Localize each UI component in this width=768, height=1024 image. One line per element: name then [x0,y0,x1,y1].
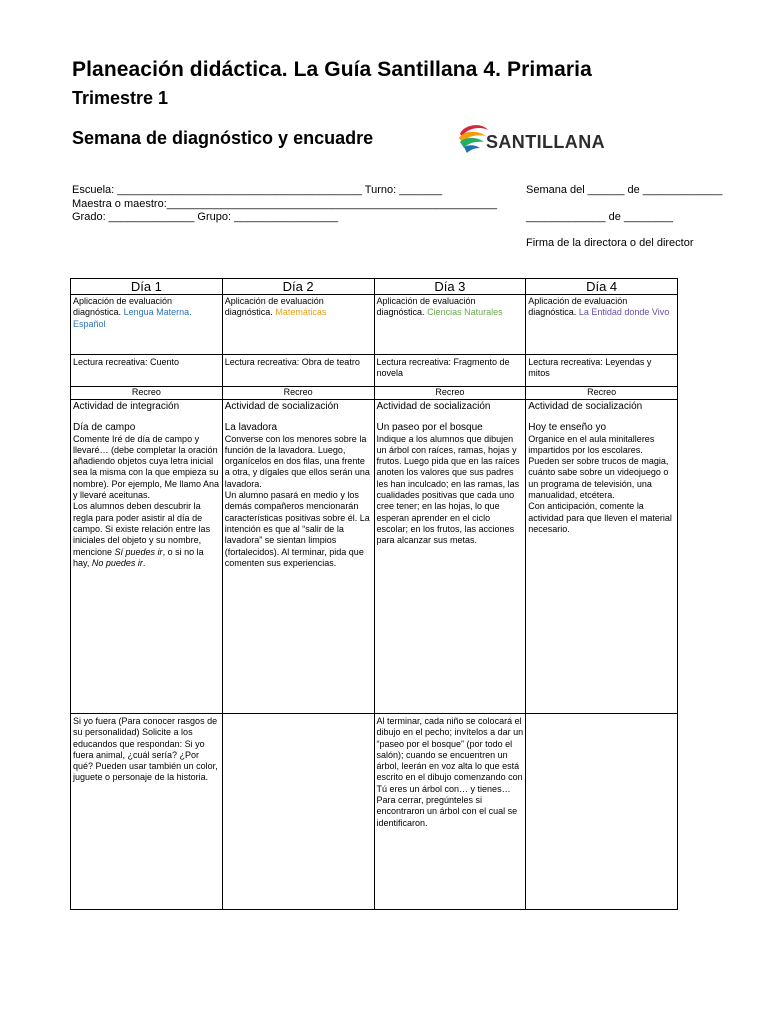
activity-name: Hoy te enseño yo [528,422,607,434]
week-field-2[interactable]: _____________ de ________ [526,211,673,223]
day-header: Día 2 [222,279,374,295]
eval-prefix: Aplicación de evaluación diagnóstica. [528,296,628,318]
eval-prefix: Aplicación de evaluación diagnóstica. [376,296,476,318]
followup-cell [526,714,678,910]
followup-cell: Al terminar, cada niño se colocará el dibujo en el pecho; invítelos a dar un “paseo por el bosque” (por todo el salón); cuando se encuentren un árbol, leerán en voz alta lo que está escrito en el dibujo comenzando con Tú eres un árbol con… y tienes… Para cerrar, pregúnteles si encontraron un árbol con el cual se identificaron. [374,714,526,910]
trimester-title: Trimestre 1 [72,88,169,108]
activity-text: Comente Iré de día de campo y llevaré… (debe completar la oración añadiendo objetos cuya letra inicial sea la misma con la que empieza su nombre). Por ejemplo, Me llamo Ana y llevaré aceitunas. [73,433,220,501]
eval-cell [71,295,223,355]
recess-cell: Recreo [374,387,526,400]
grade-group-field[interactable]: Grado: ______________ Grupo: _________________ [72,211,339,223]
activity-text: Indique a los alumnos que dibujen un árbol con raíces, ramas, hojas y frutos. Luego pida que en las raíces anoten los valores que sus padres les han inculcado; en las ramas, las cualidades positivas que cada uno cree tener; en las hojas, lo que esperan aprender en el ciclo escolar; en los frutos, las acciones para alcanzar sus metas. [376,433,520,546]
eval-cell [374,295,526,355]
activity-type: Actividad de socialización [224,401,339,412]
activity-type: Actividad de socialización [528,401,643,412]
activity-cell [222,400,374,714]
day-header: Día 4 [526,279,678,295]
logo-text: SANTILLANA [486,132,605,152]
reading-cell: Lectura recreativa: Leyendas y mitos [526,355,678,387]
activity-cell [526,400,678,714]
eval-cell [222,295,374,355]
activity-type: Actividad de socialización [376,401,491,412]
eval-subject: La Entidad donde Vivo [578,307,670,318]
reading-cell: Lectura recreativa: Obra de teatro [222,355,374,387]
eval-subject: Matemáticas [275,307,327,318]
activity-text: Converse con los menores sobre la función de la lavadora. Luego, organícelos en dos filas, una frente a otra, y dígales que ellos serán una lavadora. [224,433,370,489]
followup-cell: Si yo fuera (Para conocer rasgos de su personalidad) Solicite a los educandos que respondan: Si yo fuera animal, ¿cuál sería? ¿Por qué? Pueden usar también un color, juguete o personaje de la historia. [71,714,223,910]
activity-cell [71,400,223,714]
recess-cell: Recreo [71,387,223,400]
activity-text-2: Los alumnos deben descubrir la regla para poder asistir al día de campo. Si existe relación entre las iniciales del objeto y su nombre, mencione Sí puedes ir, o si no la hay, No puedes ir. [73,501,211,568]
teacher-field[interactable]: Maestra o maestro:______________________________________________________ [72,198,498,210]
page-title: Planeación didáctica. La Guía Santillana 4. Primaria [72,58,592,81]
activity-name: Un paseo por el bosque [376,422,483,434]
eval-cell [526,295,678,355]
activity-text: Organice en el aula minitalleres impartidos por los escolares. Pueden ser sobre trucos de magia, cuánto sabe sobre un videojuego o un programa de televisión, una manualidad, etcétera. [528,433,669,501]
eval-prefix: Aplicación de evaluación diagnóstica. [73,296,173,318]
planning-table [70,278,678,910]
signature-field: Firma de la directora o del director [526,237,694,249]
followup-cell [222,714,374,910]
school-field[interactable]: Escuela: ________________________________________ Turno: _______ [72,184,443,196]
recess-cell: Recreo [526,387,678,400]
eval-subject: Lengua Materna. Español [73,307,192,329]
eval-prefix: Aplicación de evaluación diagnóstica. [224,296,324,318]
recess-cell: Recreo [222,387,374,400]
activity-type: Actividad de integración [73,401,180,412]
activity-name: Día de campo [73,422,136,434]
activity-name: La lavadora [224,422,278,434]
reading-cell: Lectura recreativa: Fragmento de novela [374,355,526,387]
reading-cell: Lectura recreativa: Cuento [71,355,223,387]
santillana-logo [456,118,606,162]
activity-text-2: Con anticipación, comente la actividad para que lleven el material necesario. [528,501,672,534]
activity-text-2: Un alumno pasará en medio y los demás compañeros mencionarán características positivas sobre él. La intención es que al “salir de la lavadora” se sientan limpios (fortalecidos). Al terminar, pida que comenten sus experiencias. [224,490,370,568]
eval-subject: Ciencias Naturales [427,307,503,318]
activity-cell [374,400,526,714]
week-title: Semana de diagnóstico y encuadre [72,128,374,148]
day-header: Día 3 [374,279,526,295]
week-field[interactable]: Semana del ______ de _____________ [526,184,723,196]
day-header: Día 1 [71,279,223,295]
